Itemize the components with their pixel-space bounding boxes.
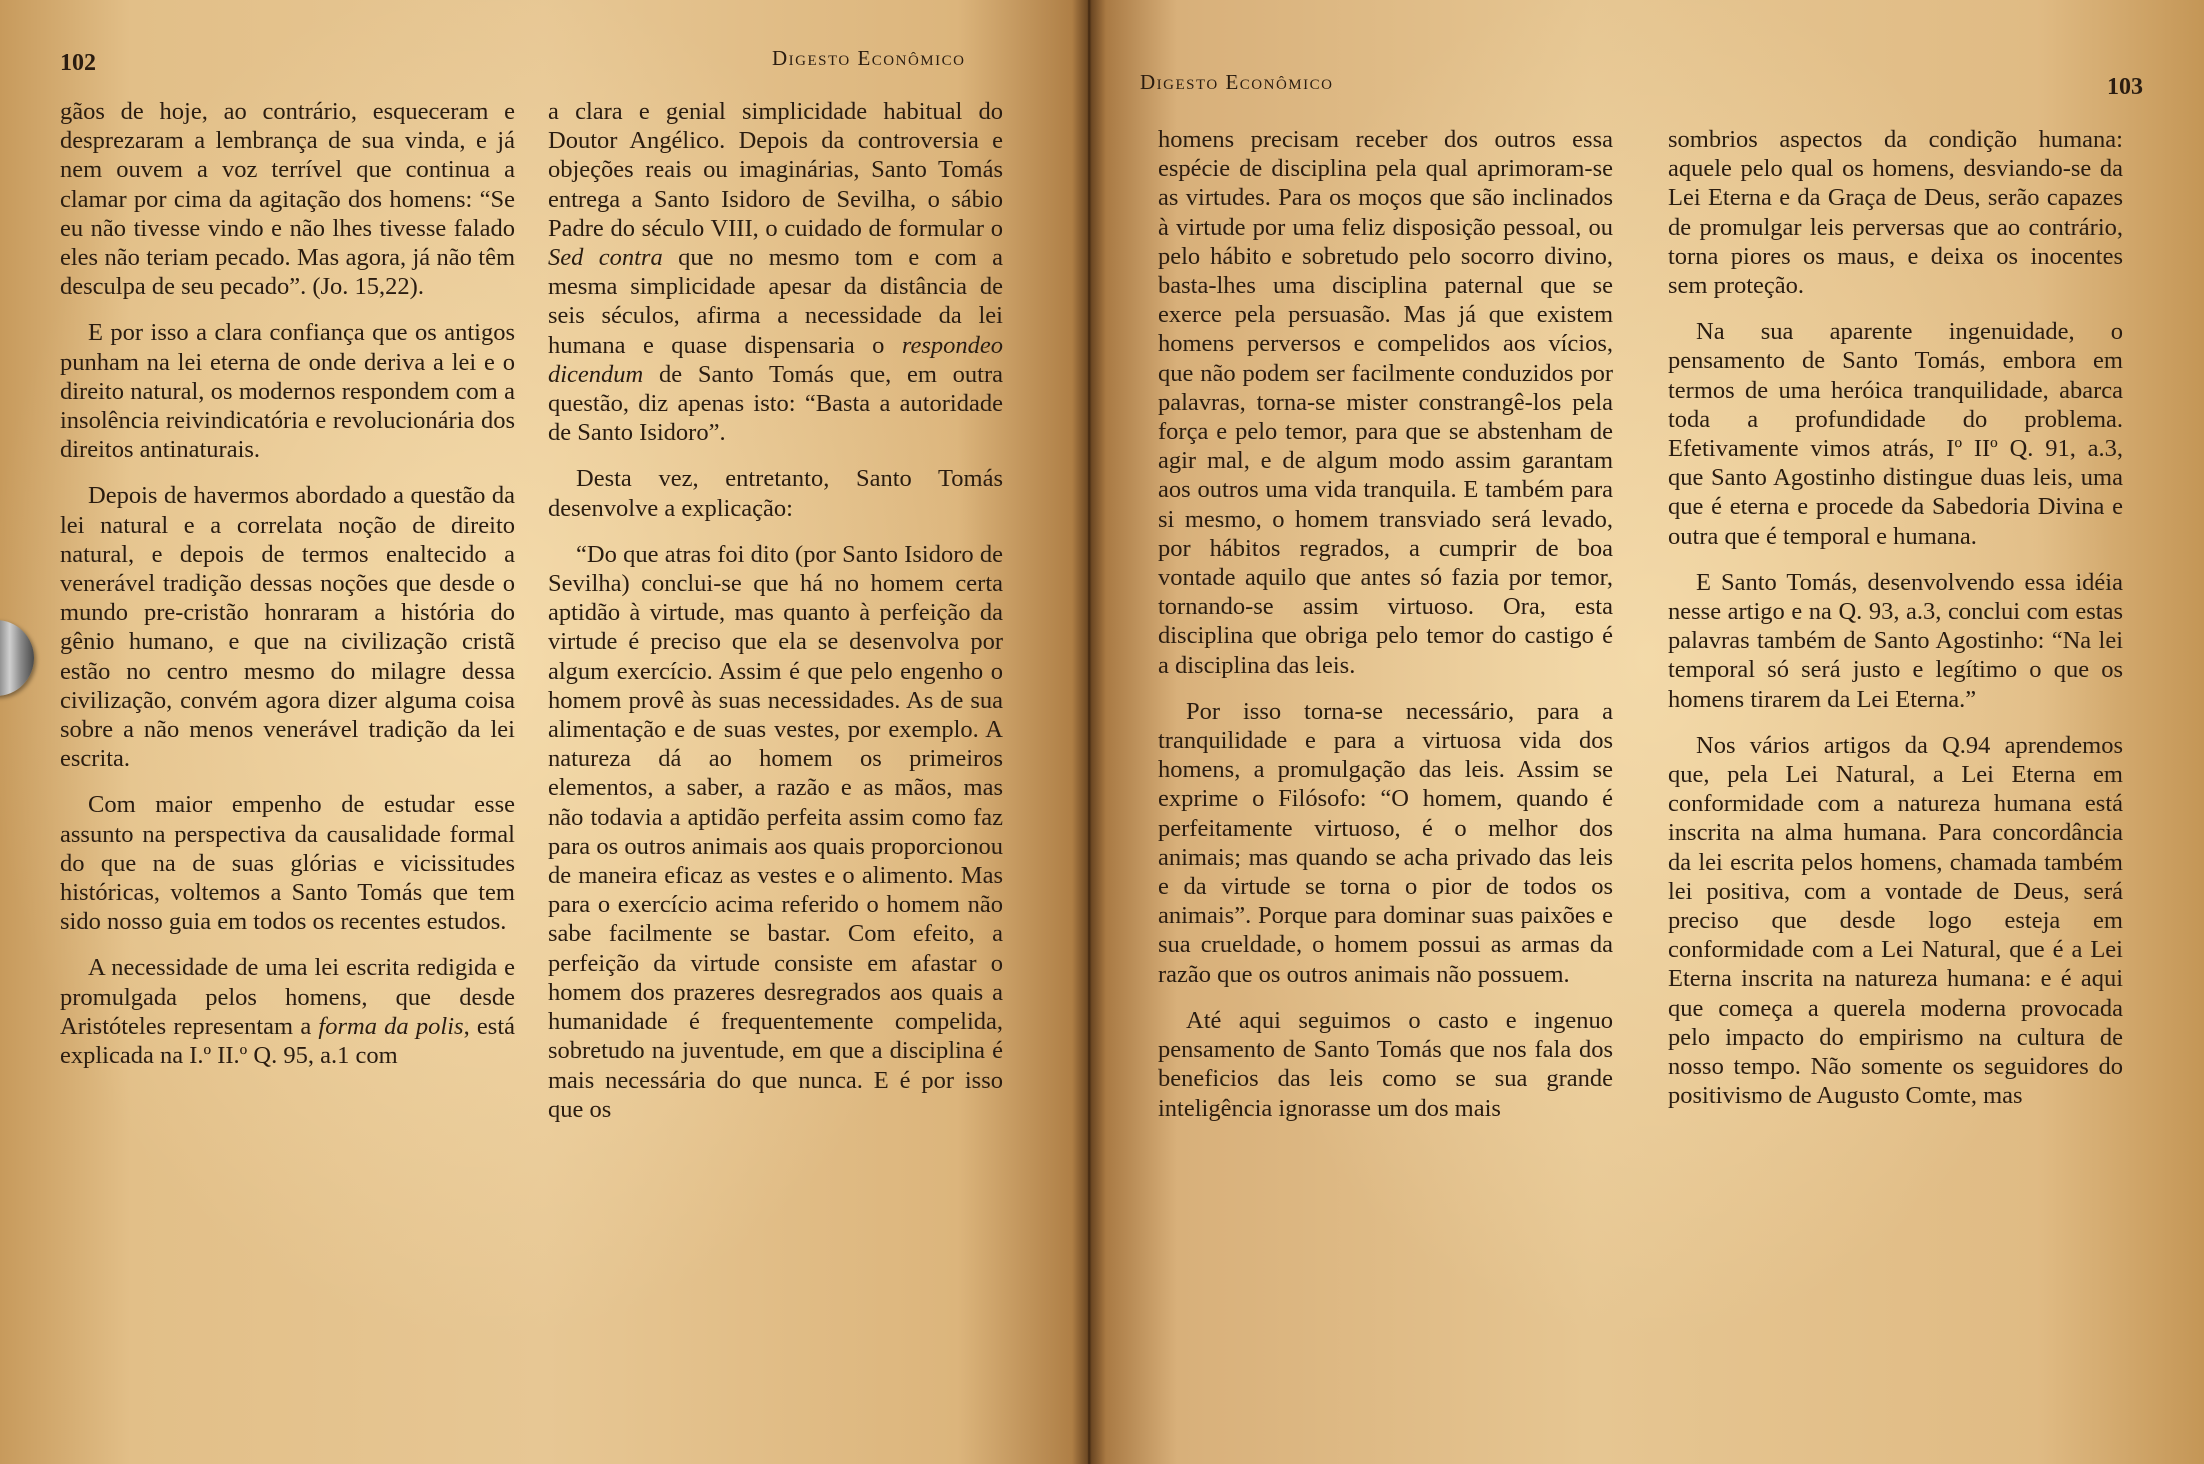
paragraph: Até aqui seguimos o casto e ingenuo pensamento de Santo Tomás que nos fala dos beneficios das leis como se sua grande inteligência ignorasse um dos mais	[1158, 1006, 1613, 1122]
paragraph	[548, 97, 1003, 447]
paragraph: Com maior empenho de estudar esse assunto na perspectiva da causalidade formal do que na de suas glórias e vicissitudes históricas, voltemos a Santo Tomás que tem sido nosso guia em todos os recentes estudos.	[60, 791, 515, 936]
right-page-column-2	[1668, 125, 2123, 1111]
text-run: que no mesmo tom e com a mesma simplicidade apesar da distância de seis séculos, afirma a necessidade da lei humana e quase dispensaria o	[548, 244, 1003, 359]
right-page	[1088, 0, 2204, 1464]
binder-clip	[0, 620, 34, 696]
book-gutter	[1072, 0, 1106, 1464]
right-page-column-1	[1158, 125, 1613, 1123]
italic-text: Sed contra	[548, 244, 663, 272]
paragraph: Nos vários artigos da Q.94 aprendemos que, pela Lei Natural, a Lei Eterna em conformidade com a natureza humana está inscrita na alma humana. Para concordância da lei escrita pelos homens, chamada também lei positiva, com a vontade de Deus, será preciso que desde logo esteja em conformidade com a Lei Natural, que é a Lei Eterna inscrita na natureza humana: e é aqui que começa a querela moderna provocada pelo impacto do empirismo na cultura de nosso tempo. Não somente os seguidores do positivismo de Augusto Comte, mas	[1668, 731, 2123, 1110]
text-run: A necessidade de uma lei escrita redigida e promulgada pelos homens, que desde Aristóteles representam a	[60, 954, 515, 1040]
page-number-right: 103	[2107, 74, 2143, 100]
left-page	[0, 0, 1088, 1464]
paragraph: sombrios aspectos da condição humana: aquele pelo qual os homens, desviando-se da Lei Eterna e da Graça de Deus, serão capazes de promulgar leis perversas que ao contrário, torna piores os maus, e deixa os inocentes sem proteção.	[1668, 126, 2123, 300]
paragraph: Desta vez, entretanto, Santo Tomás desenvolve a explicação:	[548, 465, 1003, 522]
paragraph: “Do que atras foi dito (por Santo Isidoro de Sevilha) conclui-se que há no homem certa aptidão à virtude, mas quanto à perfeição da virtude é preciso que ela se desenvolva por algum exercício. Assim é que pelo engenho o homem provê às suas necessidades. As de sua alimentação e de suas vestes, por exemplo. A natureza dá ao homem os primeiros elementos, a saber, a razão e as mãos, mas não todavia a aptidão perfeita assim como faz para os outros animais aos quais proporcionou de maneira eficaz as vestes e o alimento. Mas para o exercício acima referido o homem não sabe facilmente se bastar. Com efeito, a perfeição da virtude consiste em afastar o homem dos prazeres desregrados aos quais a humanidade é frequentemente compelida, sobretudo na juventude, em que a disciplina é mais necessária do que nunca. E é por isso que os	[548, 540, 1003, 1123]
page-number-left: 102	[60, 50, 96, 76]
running-head-left: Digesto Econômico	[772, 46, 966, 70]
text-run: a clara e genial simplicidade habitual do Doutor Angélico. Depois da controversia e objeções reais ou imaginárias, Santo Tomás entrega a Santo Isidoro de Sevilha, o sábio Padre do século VIII, o cuidado de formular o	[548, 98, 1003, 242]
left-page-column-1	[60, 97, 515, 1070]
italic-text: respondeo dicendum	[548, 331, 1003, 388]
paragraph: Na sua aparente ingenuidade, o pensamento de Santo Tomás, embora em termos de uma heróica tranquilidade, abarca toda a profundidade do problema. Efetivamente vimos atrás, Iº IIº Q. 91, a.3, que Santo Agostinho distingue duas leis, uma que é eterna e procede da Sabedoria Divina e outra que é temporal e humana.	[1668, 318, 2123, 550]
paragraph: Por isso torna-se necessário, para a tranquilidade e para a virtuosa vida dos homens, a promulgação das leis. Assim se exprime o Filósofo: “O homem, quando é perfeitamente virtuoso, é o melhor dos animais; mas quando se acha privado das leis e da virtude se torna o pior de todos os animais”. Porque para dominar suas paixões e sua crueldade, o homem possui as armas da razão que os outros animais não possuem.	[1158, 697, 1613, 988]
text-run: de Santo Tomás que, em outra questão, diz apenas isto: “Basta a autoridade de Santo Isidoro”.	[548, 360, 1003, 447]
paragraph	[60, 953, 515, 1070]
running-head-right: Digesto Econômico	[1140, 70, 1334, 94]
paragraph: gãos de hoje, ao contrário, esqueceram e desprezaram a lembrança de sua vinda, e já nem ouvem a voz terrível que continua a clamar por cima da agitação dos homens: “Se eu não tivesse vindo e não lhes tivesse falado eles não teriam pecado. Mas agora, já não têm desculpa de seu pecado”. (Jo. 15,22).	[60, 98, 515, 301]
paragraph: Depois de havermos abordado a questão da lei natural e a correlata noção de direito natural, e depois de termos enaltecido a venerável tradição dessas noções que desde o mundo pre-cristão honraram a história do gênio humano, e que na civilização cristã estão no centro mesmo do milagre dessa civilização, convém agora dizer alguma coisa sobre a não menos venerável tradição da lei escrita.	[60, 482, 515, 773]
italic-text: forma da polis	[318, 1012, 464, 1040]
paragraph: E Santo Tomás, desenvolvendo essa idéia nesse artigo e na Q. 93, a.3, conclui com estas palavras também de Santo Agostinho: “Na lei temporal só será justo e legítimo o que os homens tirarem da Lei Eterna.”	[1668, 568, 2123, 713]
paragraph: homens precisam receber dos outros essa espécie de disciplina pela qual aprimoram-se as virtudes. Para os moços que são inclinados à virtude por uma feliz disposição pessoal, ou pelo hábito e sobretudo pelo socorro divino, basta-lhes uma disciplina paternal que se exerce pela persuasão. Mas já que existem homens perversos e compelidos aos vícios, que não podem ser facilmente conduzidos por palavras, torna-se mister constrangê-los pela força e pelo temor, para que se abstenham de agir mal, e de algum modo assim garantam aos outros uma vida tranquila. E também para si mesmo, o homem transviado será levado, por hábitos regrados, a cumprir de boa vontade aquilo que antes só fazia por temor, tornando-se assim virtuoso. Ora, esta disciplina que obriga pelo temor do castigo é a disciplina das leis.	[1158, 126, 1613, 679]
text-run: , está explicada na I.º II.º Q. 95, a.1 com	[60, 1012, 516, 1070]
left-page-column-2	[548, 97, 1003, 1124]
paragraph: E por isso a clara confiança que os antigos punham na lei eterna de onde deriva a lei e o direito natural, os modernos respondem com a insolência reivindicatória e revolucionária dos direitos antinaturais.	[60, 319, 515, 464]
